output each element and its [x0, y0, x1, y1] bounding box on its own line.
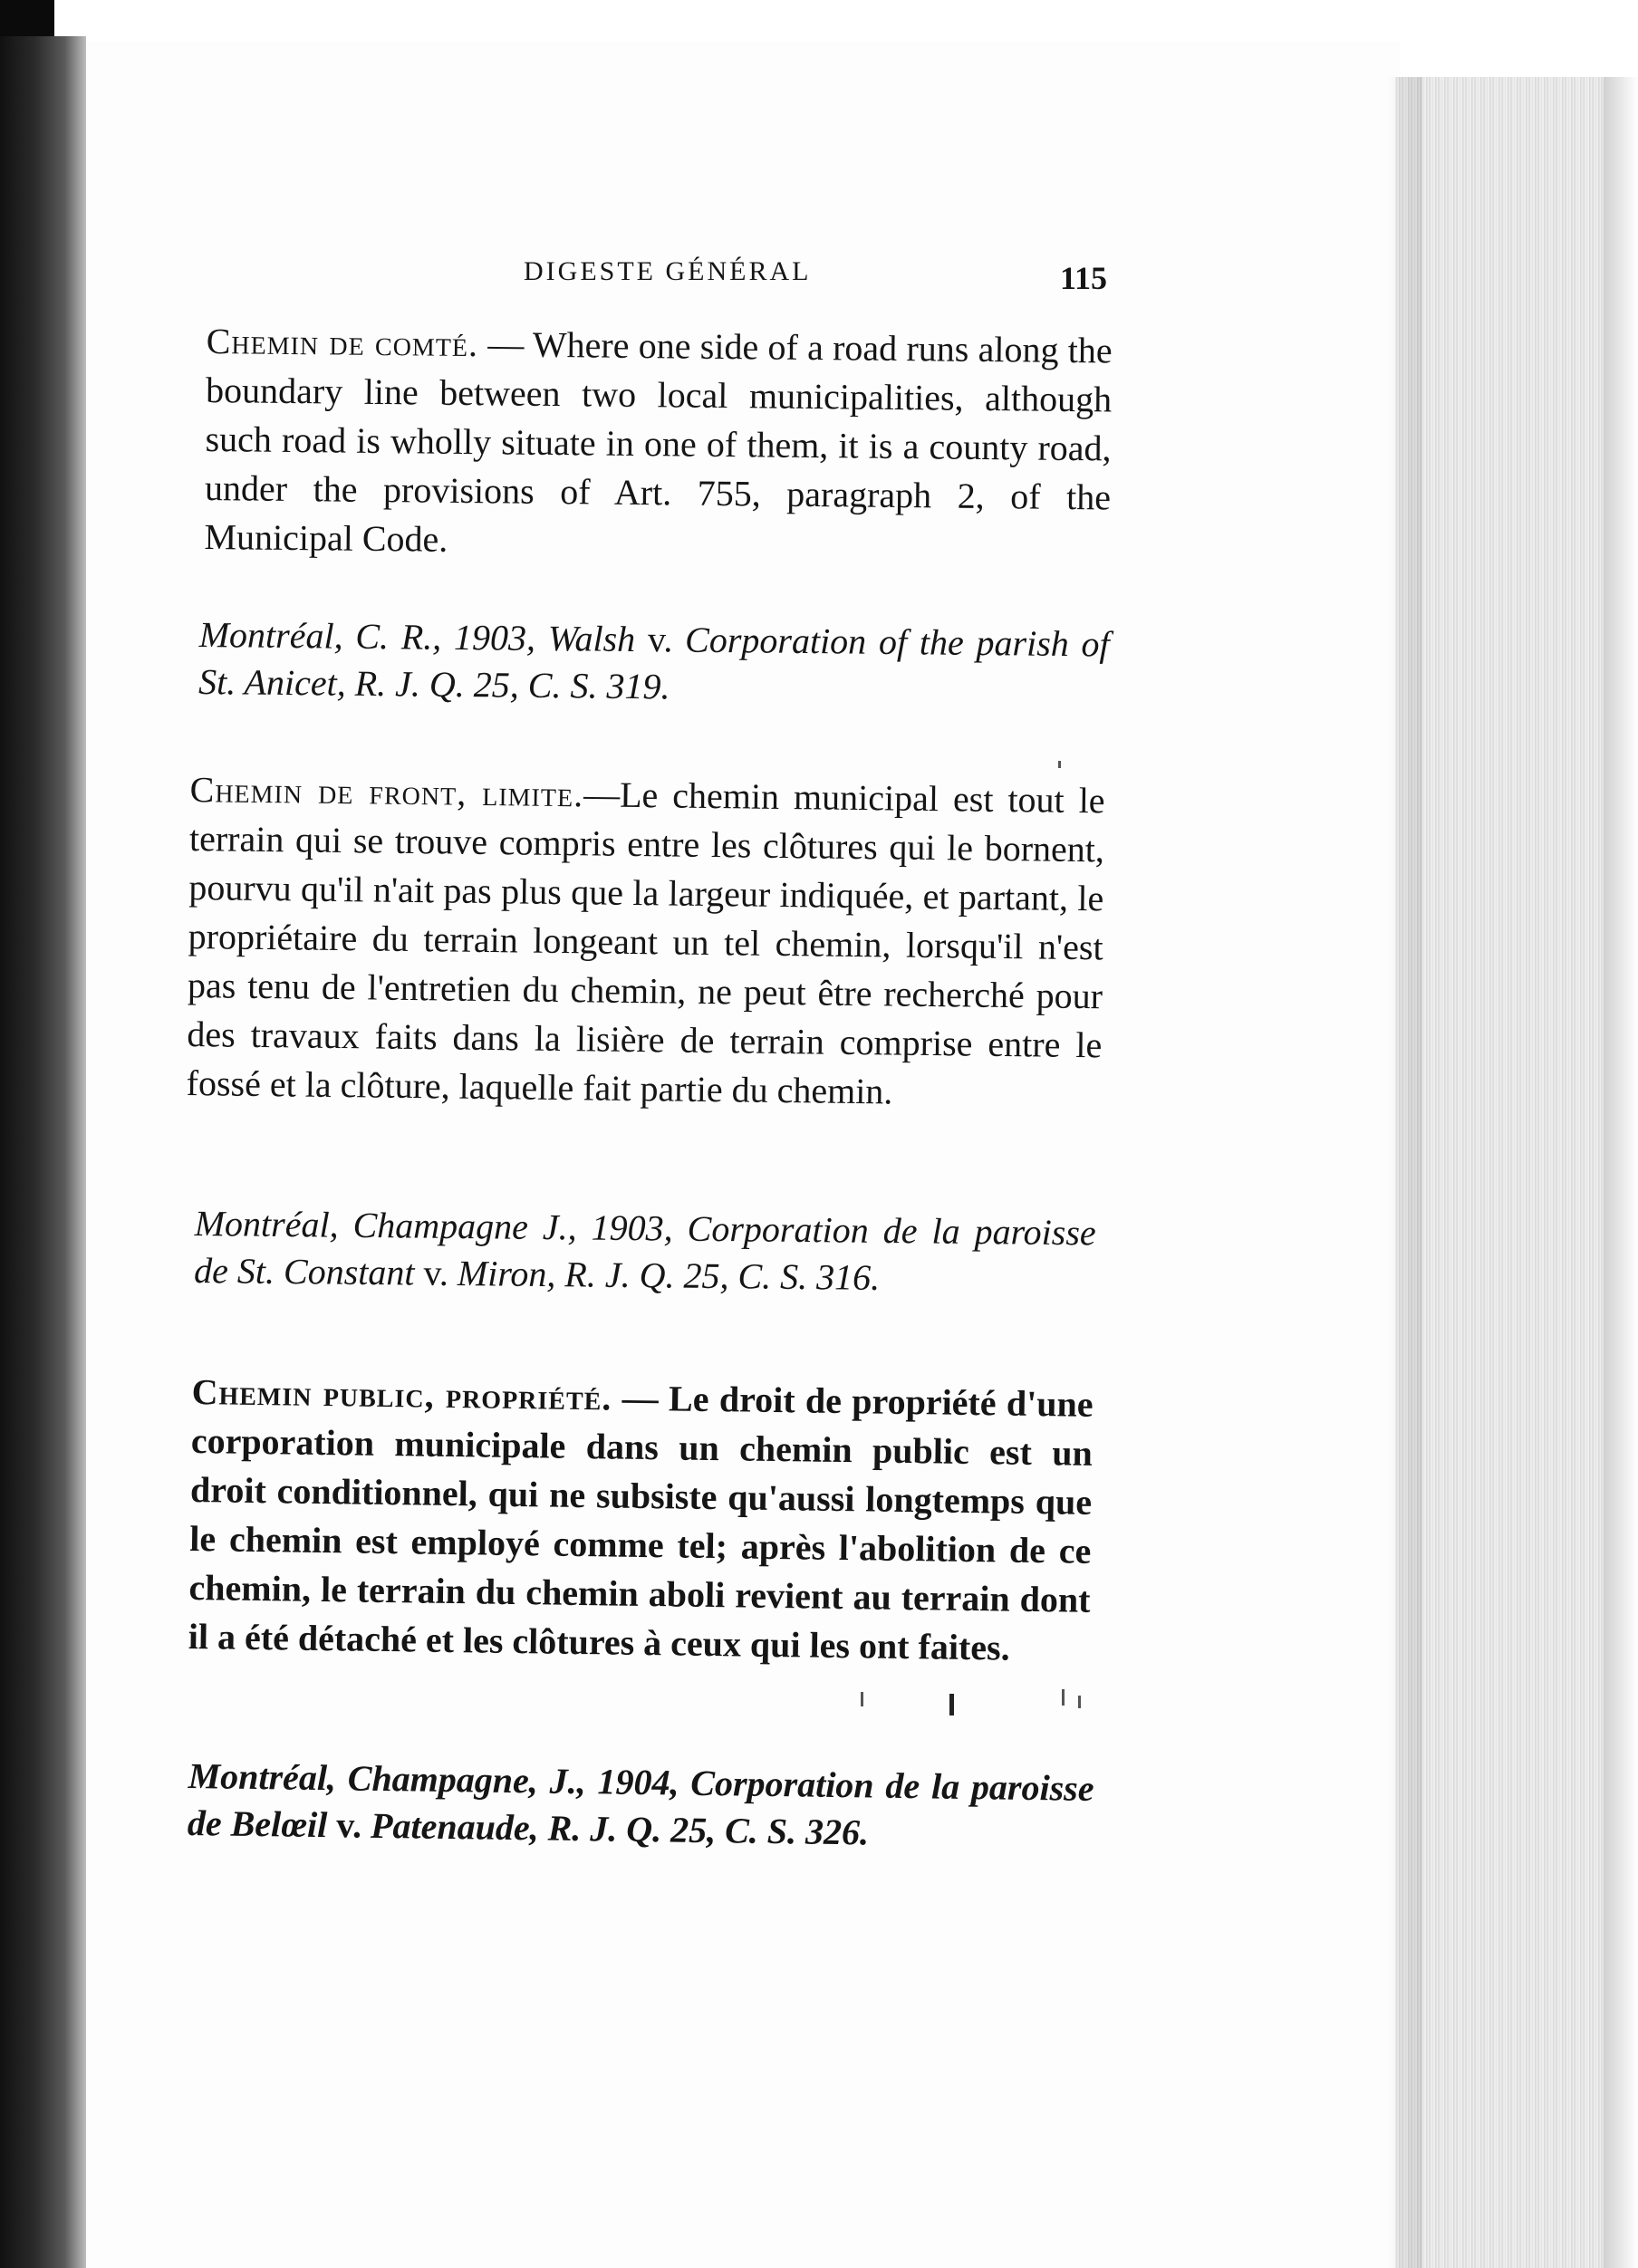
citation-versus: v. [423, 1252, 449, 1293]
print-speck [1078, 1696, 1081, 1708]
citation-text: Montréal, Champagne, J., 1904, Corporation de la paroisse de Belœil [187, 1754, 1094, 1846]
entry-text: — Where one side of a road runs along the boundary line between two local municipalities, although such road is wholly situate in one of them, it is a county road, under the provisions of Art. 755, paragraph 2, of the Municipal Code. [204, 323, 1113, 560]
page-edges [1395, 77, 1638, 2268]
running-head: DIGESTE GÉNÉRAL [524, 256, 812, 286]
citation-text: Corporation of the parish of St. Anicet, R. J. Q. 25, C. S. 319. [198, 619, 1110, 707]
print-speck [1058, 761, 1061, 768]
entry-heading: Chemin de front, limite. [189, 768, 584, 815]
citation-text: Patenaude, R. J. Q. 25, C. S. 326. [361, 1804, 870, 1853]
entry-heading: Chemin public, propriété. [191, 1370, 612, 1418]
digest-entry-chemin-public [188, 1368, 1093, 1674]
print-speck [1062, 1689, 1065, 1706]
citation-text: Montréal, Champagne J., 1903, Corporation de la paroisse de St. Constant [193, 1202, 1096, 1293]
citation-text: Montréal, C. R., 1903, Walsh [198, 613, 649, 660]
print-speck [949, 1694, 954, 1715]
digest-entry-chemin-de-front [186, 765, 1105, 1119]
citation-miron [194, 1200, 1096, 1303]
binding-gutter [0, 36, 86, 2268]
citation-text: Miron, R. J. Q. 25, C. S. 316. [448, 1252, 881, 1298]
page-number: 115 [1060, 260, 1108, 296]
citation-walsh [198, 611, 1110, 716]
entry-text: —Le chemin municipal est tout le terrain qui se trouve compris entre les clôtures qui le bornent, pourvu qu'il n'ait pas plus que la largeur indiquée, et partant, le propriétaire du terrain longeant un tel chemin, lorsqu'il n'est pas tenu de l'entretien du chemin, ne peut être recherché pour des travaux faits dans la lisière de terrain comprise entre le fossé et la clôture, laquelle fait partie du chemin. [186, 774, 1105, 1112]
print-speck [861, 1692, 863, 1706]
citation-versus: v. [647, 619, 673, 660]
citation-patenaude [188, 1753, 1094, 1860]
entry-text: — Le droit de propriété d'une corporation municipale dans un chemin public est un droit conditionnel, qui ne subsiste qu'aussi longtemps que le chemin est employé comme tel; après l'abolition de ce chemin, le terrain du chemin aboli revient au terrain dont il a été détaché et les clôtures à ceux qui les ont faites. [188, 1377, 1094, 1668]
digest-entry-chemin-de-comte [204, 317, 1113, 571]
page-edges-shadow [1386, 77, 1422, 2268]
citation-versus: v. [336, 1804, 362, 1846]
page-edges-outer [1604, 77, 1638, 2268]
entry-heading: Chemin de comté. [206, 320, 479, 365]
